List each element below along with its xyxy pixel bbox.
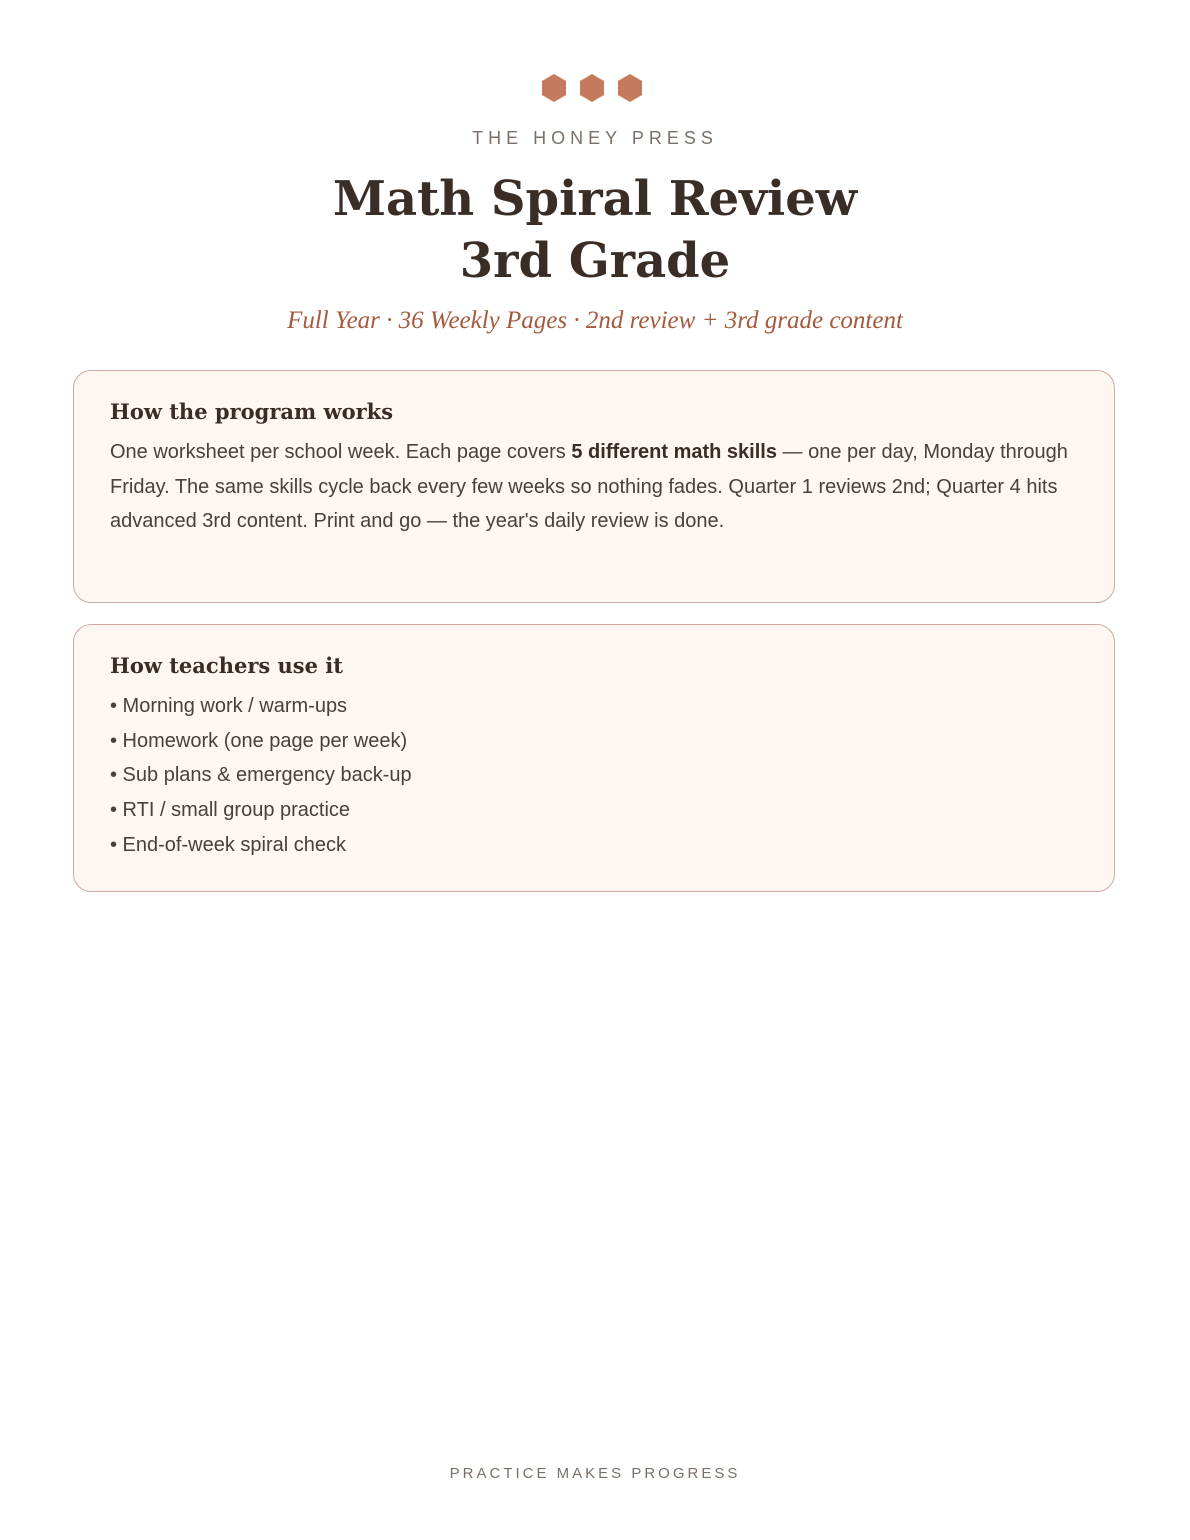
program-text-end: — one per day, Monday through Friday. The same skills cycle back every few weeks so nothing fades. Quarter 1 reviews 2nd; Quarter 4 hits advanced 3rd content. Print and go — the year's daily review is done. [110, 441, 1068, 533]
uses-list [110, 689, 1078, 863]
program-card [73, 370, 1115, 603]
teachers-heading: How teachers use it [110, 653, 343, 678]
list-item: • End-of-week spiral check [110, 833, 346, 856]
list-item: • Morning work / warm-ups [110, 695, 348, 717]
page-title [0, 168, 1190, 292]
list-item: • Sub plans & emergency back-up [110, 764, 412, 787]
teachers-card [73, 624, 1115, 892]
program-text-bold: 5 different math skills [571, 441, 777, 463]
title-line-2: 3rd Grade [459, 233, 731, 289]
list-item: • RTI / small group practice [110, 799, 351, 822]
page-subtitle: Full Year · 36 Weekly Pages · 2nd review + 3rd grade content [287, 307, 903, 334]
footer-tagline: PRACTICE MAKES PROGRESS [449, 1465, 741, 1482]
three-hexagons-icon [540, 72, 650, 106]
brand-logo [0, 72, 1190, 111]
program-heading: How the program works [110, 399, 394, 424]
list-item: • Homework (one page per week) [110, 729, 408, 752]
program-text-start: One worksheet per school week. Each page covers [110, 441, 572, 463]
title-line-1: Math Spiral Review [332, 171, 858, 227]
program-description [110, 435, 1078, 539]
brand-name: THE HONEY PRESS [472, 128, 718, 148]
